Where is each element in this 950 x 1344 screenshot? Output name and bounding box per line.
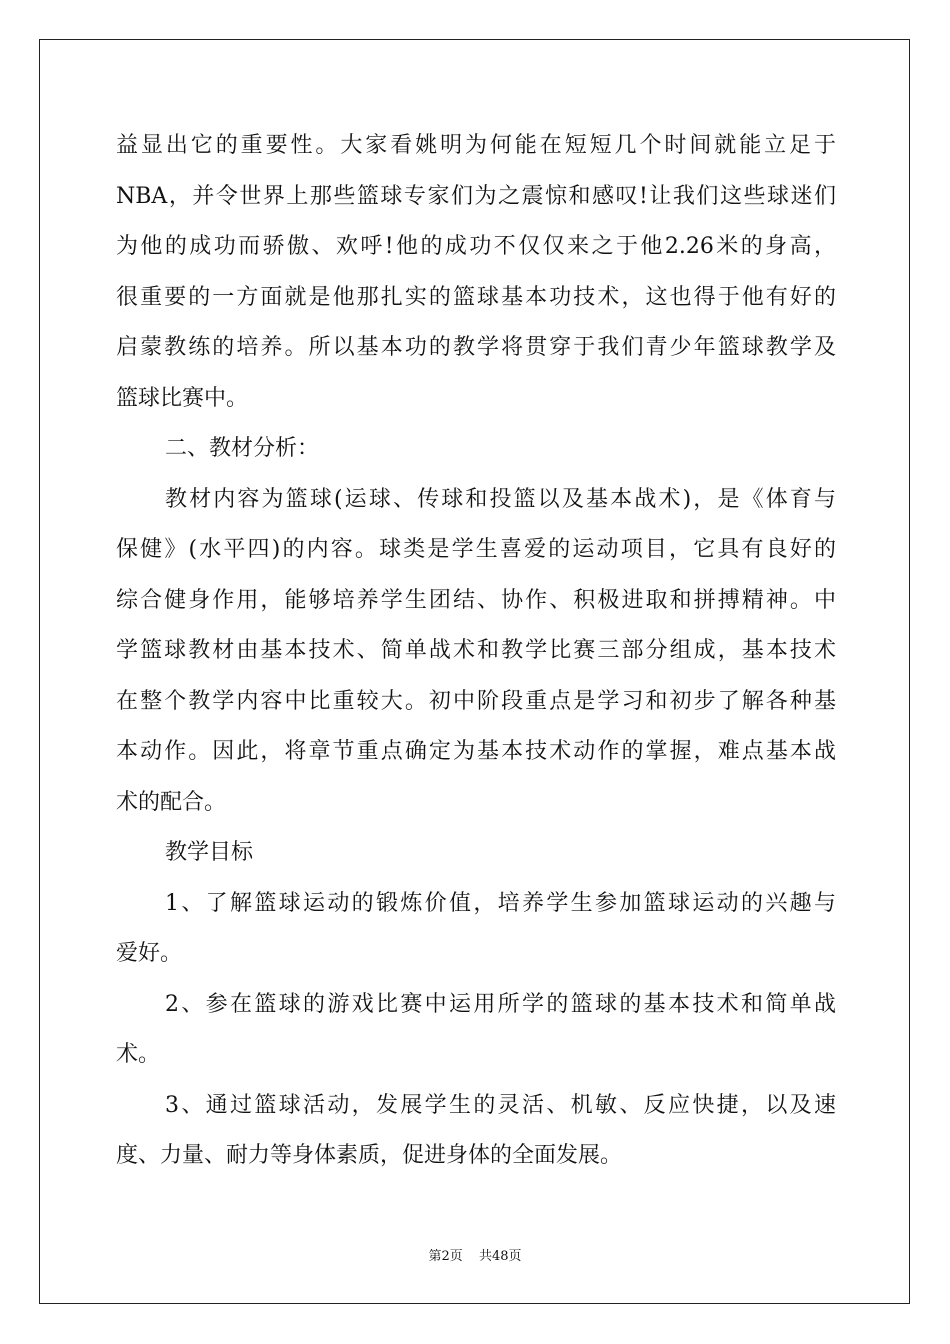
section-heading	[116, 828, 836, 879]
text-line: 启蒙教练的培养。所以基本功的教学将贯穿于我们青少年篮球教学及	[116, 335, 836, 360]
text-line: 综合健身作用，能够培养学生团结、协作、积极进取和拼搏精神。中	[116, 587, 836, 613]
text-line: 益显出它的重要性。大家看姚明为何能在短短几个时间就能立足于	[116, 133, 836, 158]
list-item	[116, 1081, 836, 1182]
section-heading	[116, 424, 836, 475]
page-number: 第2页	[428, 1249, 463, 1264]
text-line: 教材内容为篮球(运球、传球和投篮以及基本战术)，是《体育与	[165, 486, 836, 512]
text-line: 度、力量、耐力等身体素质，促进身体的全面发展。	[116, 1143, 623, 1168]
text-line: 2、参在篮球的游戏比赛中运用所学的篮球的基本技术和简单战	[165, 991, 836, 1017]
paragraph	[116, 121, 836, 424]
text-line: 篮球比赛中。	[116, 385, 249, 411]
text-line: NBA，并令世界上那些篮球专家们为之震惊和感叹!让我们这些球迷们	[116, 183, 836, 209]
text-line: 在整个教学内容中比重较大。初中阶段重点是学习和初步了解各种基	[116, 688, 836, 714]
page-total: 共48页	[478, 1249, 522, 1264]
list-item	[116, 980, 836, 1081]
text-line: 1、了解篮球运动的锻炼价值，培养学生参加篮球运动的兴趣与	[165, 890, 836, 916]
text-line: 术。	[116, 1042, 161, 1067]
page-footer	[0, 1245, 950, 1264]
text-line: 保健》(水平四)的内容。球类是学生喜爱的运动项目，它具有良好的	[116, 537, 836, 562]
heading-text: 二、教材分析：	[165, 436, 320, 461]
document-body	[116, 121, 836, 1182]
text-line: 为他的成功而骄傲、欢呼!他的成功不仅仅来之于他2.26米的身高，	[116, 234, 836, 259]
text-line: 学篮球教材由基本技术、简单战术和教学比赛三部分组成，基本技术	[116, 638, 836, 663]
text-line: 很重要的一方面就是他那扎实的篮球基本功技术，这也得于他有好的	[116, 284, 836, 310]
heading-text: 教学目标	[165, 840, 254, 865]
text-line: 术的配合。	[116, 789, 227, 815]
text-line: 爱好。	[116, 941, 183, 966]
text-line: 本动作。因此，将章节重点确定为基本技术动作的掌握，难点基本战	[116, 739, 836, 764]
paragraph	[116, 475, 836, 829]
text-line: 3、通过篮球活动，发展学生的灵活、机敏、反应快捷，以及速	[165, 1092, 836, 1118]
list-item	[116, 879, 836, 980]
